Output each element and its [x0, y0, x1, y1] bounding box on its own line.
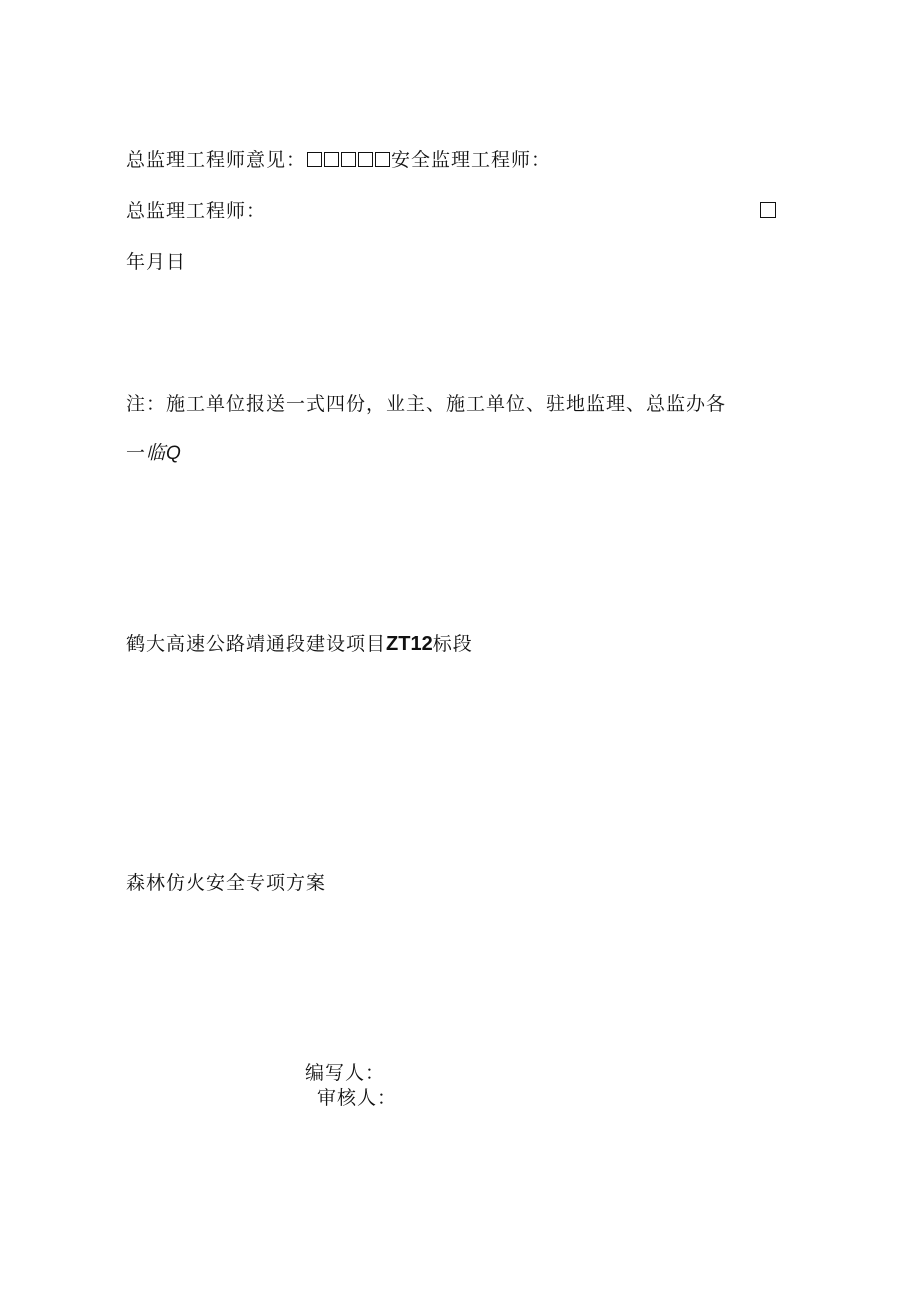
opinion-row [126, 148, 551, 172]
checkbox[interactable] [307, 152, 322, 167]
project-title [126, 632, 473, 656]
checkbox[interactable] [375, 152, 390, 167]
note-line-2 [126, 441, 182, 466]
note-line-2-prefix: 一 [126, 442, 147, 464]
note-line-2-suffix: 临Q [146, 443, 182, 464]
safety-engineer-label: 安全监理工程师： [391, 149, 552, 171]
checkbox[interactable] [358, 152, 373, 167]
writer-label: 编写人： [305, 1062, 386, 1084]
checkbox[interactable] [341, 152, 356, 167]
note-line-1: 注：施工单位报送一式四份，业主、施工单位、驻地监理、总监办各 [126, 393, 727, 415]
plan-title: 森林仿火安全专项方案 [126, 872, 327, 894]
date-label: 年月日 [126, 251, 187, 273]
reviewer-label: 审核人： [317, 1087, 398, 1109]
chief-engineer-label: 总监理工程师： [126, 200, 267, 222]
checkbox[interactable] [324, 152, 339, 167]
project-code: ZT12 [386, 633, 433, 655]
project-title-prefix: 鹤大高速公路靖通段建设项目 [126, 633, 387, 655]
checkbox[interactable] [760, 202, 776, 218]
chief-opinion-label: 总监理工程师意见： [126, 149, 307, 171]
project-title-suffix: 标段 [432, 633, 473, 655]
checkbox-group [306, 149, 391, 171]
